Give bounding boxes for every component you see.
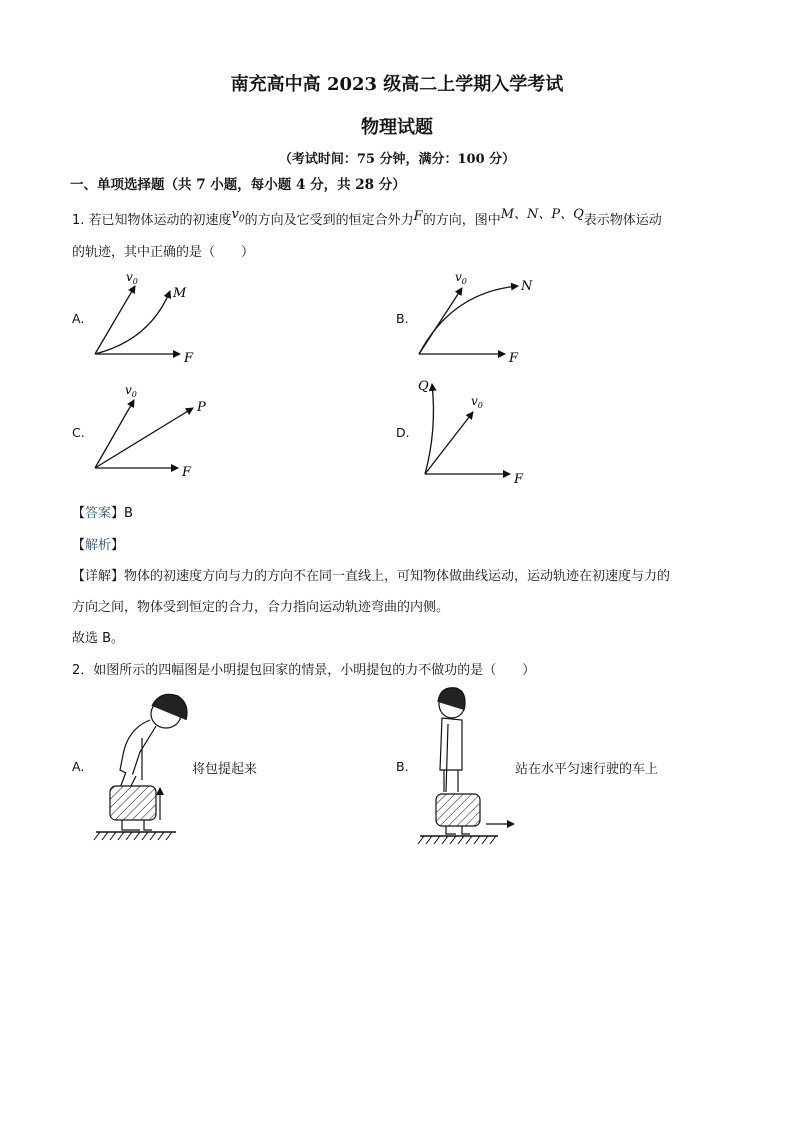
diagram-a-curve-label: M bbox=[173, 286, 187, 301]
diagram-b-trajectory bbox=[419, 286, 518, 354]
page-title: 南充高中高 2023 级高二上学期入学考试 bbox=[230, 74, 564, 95]
diagram-d-v0-label: $v_0$ bbox=[471, 394, 483, 410]
diagram-a-trajectory bbox=[95, 291, 170, 354]
q1-option-a-label: A. bbox=[72, 311, 85, 326]
diagram-c bbox=[95, 383, 206, 480]
q1-v0-symbol: $v_0$ bbox=[231, 207, 245, 225]
diagram-a-v0-label: $v_0$ bbox=[126, 270, 138, 286]
detail-line2: 方向之间，物体受到恒定的合力，合力指向运动轨迹弯曲的内侧。 bbox=[72, 600, 450, 615]
figure-b-person-standing bbox=[418, 688, 514, 844]
section-heading: 一、单项选择题（共 7 小题，每小题 4 分，共 28 分） bbox=[70, 177, 406, 193]
q1-stem-line2: 的轨迹，其中正确的是（ ） bbox=[72, 245, 255, 260]
detail-tag: 详解 bbox=[85, 569, 112, 584]
q2-illustrations bbox=[0, 680, 794, 860]
answer-value: B bbox=[124, 506, 133, 521]
q1-text-part2: 的方向及它受到的恒定合外力 bbox=[244, 213, 414, 228]
q1-option-c-label: C. bbox=[72, 425, 85, 440]
diagram-d-force-label: F bbox=[514, 472, 524, 487]
q2-option-a-caption: 将包提起来 bbox=[192, 762, 258, 777]
q1-option-d-label: D. bbox=[396, 425, 410, 440]
diagram-d bbox=[418, 379, 524, 487]
diagram-b-curve-label: N bbox=[521, 279, 533, 294]
diagram-d-velocity-arrow bbox=[425, 412, 473, 474]
analysis-line: 【解析】 bbox=[72, 538, 125, 553]
diagram-c-force-label: F bbox=[182, 465, 192, 480]
diagram-c-curve-label: P bbox=[197, 400, 206, 415]
q2-option-b-label: B. bbox=[396, 759, 409, 774]
q1-text-part1: 1. 若已知物体运动的初速度 bbox=[72, 213, 232, 228]
diagram-d-trajectory bbox=[425, 384, 433, 474]
diagram-c-trajectory bbox=[95, 408, 193, 468]
diagram-b bbox=[419, 270, 533, 366]
detail-line1: 【详解】物体的初速度方向与力的方向不在同一直线上，可知物体做曲线运动，运动轨迹在初速度与力的 bbox=[72, 569, 671, 584]
answer-line: 【答案】B bbox=[72, 506, 133, 521]
figure-a-feet bbox=[122, 820, 152, 830]
q1-curve-letters: M、N、P、Q bbox=[500, 207, 584, 222]
detail-text-1: 物体的初速度方向与力的方向不在同一直线上，可知物体做曲线运动，运动轨迹在初速度与力的 bbox=[124, 569, 671, 584]
figure-b-torso bbox=[440, 718, 462, 770]
conclusion-line: 故选 B。 bbox=[72, 631, 125, 646]
q2-stem: 2．如图所示的四幅图是小明提包回家的情景，小明提包的力不做功的是（ ） bbox=[72, 663, 536, 678]
q1-option-b-label: B. bbox=[396, 311, 409, 326]
q1-force-symbol: F bbox=[413, 209, 423, 224]
q2-option-a-label: A. bbox=[72, 759, 85, 774]
diagram-a bbox=[95, 270, 194, 366]
figure-a-torso bbox=[120, 720, 156, 776]
figure-a-person-lifting bbox=[94, 694, 187, 840]
q1-text-part3: 的方向，图中 bbox=[422, 213, 501, 228]
diagram-c-velocity-arrow bbox=[95, 400, 134, 468]
q1-diagrams bbox=[0, 0, 794, 500]
q1-text-part4: 表示物体运动 bbox=[583, 213, 662, 228]
diagram-a-force-label: F bbox=[184, 351, 194, 366]
diagram-b-v0-label: $v_0$ bbox=[455, 270, 467, 286]
analysis-tag: 解析 bbox=[85, 538, 112, 553]
figure-b-feet bbox=[446, 826, 470, 834]
answer-tag: 答案 bbox=[85, 506, 112, 521]
exam-meta: （考试时间：75 分钟，满分：100 分） bbox=[278, 152, 516, 167]
page-subtitle: 物理试题 bbox=[361, 117, 433, 138]
diagram-a-velocity-arrow bbox=[95, 286, 135, 354]
q2-option-b-caption: 站在水平匀速行驶的车上 bbox=[515, 762, 659, 777]
diagram-d-curve-label: Q bbox=[418, 379, 429, 394]
diagram-b-force-label: F bbox=[509, 351, 519, 366]
diagram-c-v0-label: $v_0$ bbox=[125, 383, 137, 399]
